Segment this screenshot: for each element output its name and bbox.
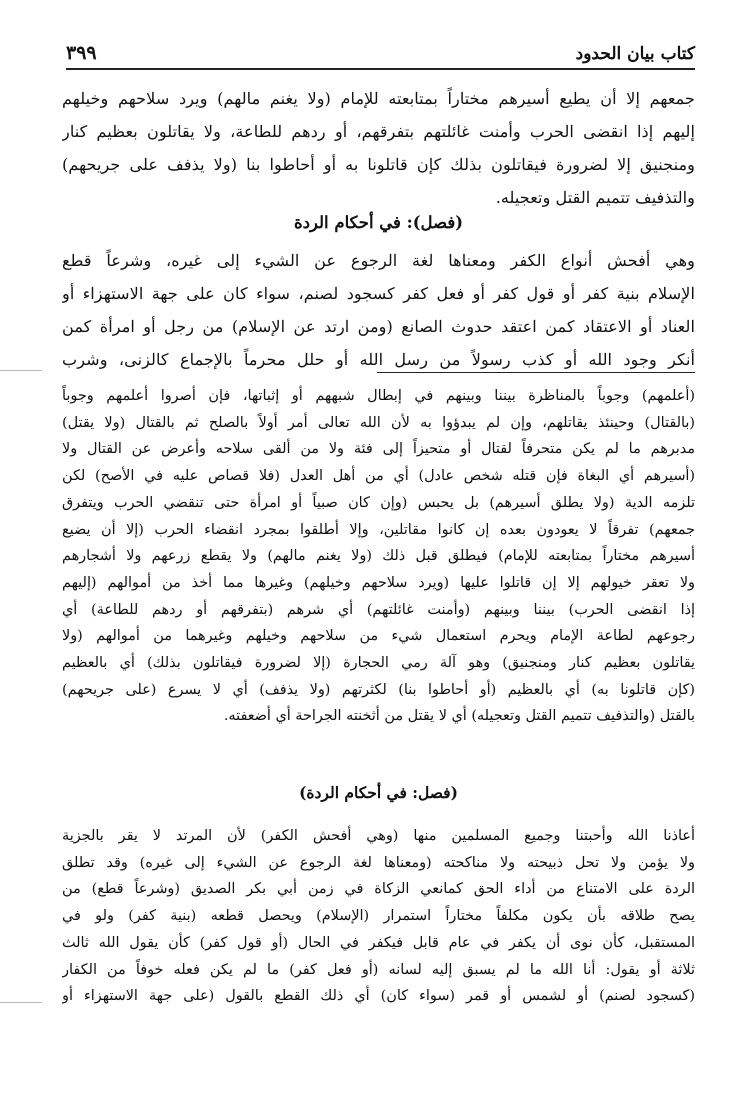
text-line: جمعهم) تفرقاً لا يعودون بعده إن كانوا مقاتلين، وإلا أطلقوا بمجرد انقضاء الحرب (إلا أن يضيع [62, 521, 695, 538]
text-line: (بالقتال) وحينئذ يقاتلهم، وإن لم يبدؤوا به لأن الله تعالى أمر أولاً بالصلح ثم بالقتال (ولا يقتل) [62, 414, 695, 431]
running-title: كتاب بيان الحدود [575, 44, 695, 64]
text-line: والتذفيف تتميم القتل وتعجيله. [495, 188, 695, 207]
text-line: ولا تعقر خيولهم إلا إن قاتلوا عليها (ويرد سلاحهم وخيلهم) وغيرها مما أخذ من أموالهم (إليهم [62, 574, 695, 591]
text-line: ومنجنيق إلا لضرورة فيقاتلون بذلك كإن قاتلونا به أو أحاطوا بنا (ولا يذفف على جريحهم) [62, 155, 695, 174]
margin-mark [0, 370, 42, 371]
text-line: جمعهم إلا أن يطيع أسيرهم مختاراً بمتابعته للإمام (ولا يغنم مالهم) ويرد سلاحهم وخيلهم [62, 89, 695, 108]
commentary-text-top [62, 383, 695, 730]
main-text-riddah [62, 244, 695, 376]
text-line: بالقتل (والتذفيف تتميم القتل وتعجيله) أي لا يقتل من أثخنته الجراحة أي أضعفته. [223, 708, 695, 725]
text-line: (كسجود لصنم) أو لشمس أو قمر (سواء كان) أي ذلك القطع بالقول (على جهة الاستهزاء أو [62, 988, 695, 1005]
text-line: ثلاثة أو يقول: أنا الله ما لم يسبق إليه لسانه (أو فعل كفر) ما لم يكن فعله خوفاً من الكفار [62, 961, 695, 978]
text-line: رجوعهم لطاعة الإمام ويحرم استعمال شيء من سلاحهم وخيلهم وغيرهما من أموالهم (ولا [62, 628, 695, 645]
page-number: ٣٩٩ [66, 42, 97, 64]
margin-mark [0, 1002, 42, 1003]
text-line: إذا انقضى الحرب) بيننا وبينهم (وأمنت غائلتهم) أي شرهم (بتفرقهم أو ردهم للطاعة) أي [62, 601, 695, 618]
commentary-text-riddah [62, 823, 695, 1010]
footnote-separator [377, 372, 695, 373]
text-line: إليهم إذا انقضى الحرب وأمنت غائلتهم بتفرقهم، أو ردهم للطاعة، ولا يقاتلون بعظيم كنار [62, 122, 695, 141]
main-text-top [62, 82, 695, 214]
text-line: المستقبل، كأن نوى أن يكفر في عام قابل فيكفر في الحال (أو قول كفر) كأن يقول الله ثالث [62, 934, 695, 951]
text-line: ولا يؤمن ولا تحل ذبيحته ولا مناكحته (ومعناها لغة الرجوع عن الشيء إلى غيره) وقد تطلق [62, 854, 695, 871]
text-line: الردة على الامتناع من أداء الحق كمانعي الزكاة في زمن أبي بكر الصديق (وشرعاً قطع) من [62, 881, 695, 898]
text-line: أسيرهم مختاراً بمتابعته للإمام) فيطلق قبل ذلك (ولا يغنم مالهم) ولا يقطع زرعهم ولا أشجارهم [62, 548, 695, 565]
section-heading-riddah: (فصل): في أحكام الردة [293, 213, 464, 232]
text-line: (كإن قاتلونا به) أي بالعظيم (أو أحاطوا بنا) لكثرتهم (ولا يذفف) أي لا يسرع (على جريحهم) [62, 681, 695, 698]
text-line: يصح طلاقه بأن يكون مكلفاً مختاراً استمرار (الإسلام) ويحصل قطعه (بنية كفر) ولو في [62, 908, 695, 925]
page-header [66, 34, 695, 70]
text-line: وهي أفحش أنواع الكفر ومعناها لغة الرجوع عن الشيء إلى غيره، وشرعاً قطع [62, 251, 695, 270]
text-line: مدبرهم ما لم يكن متحرفاً لقتال أو متحيزاً إلى فئة ولا من ألقى سلاحه وأعرض عن القتال ولا [62, 441, 695, 458]
text-line: الإسلام بنية كفر أو قول كفر أو فعل كفر كسجود لصنم، سواء كان على جهة الاستهزاء أو [62, 284, 695, 303]
text-line: تلزمه الدية (ولا يطلق أسيرهم) بل يحبس (وإن كان صبياً أو امرأة حتى تنقضي الحرب ويتفرق [62, 494, 695, 511]
text-line: (أعلمهم) وجوباً بالمناظرة بيننا وبينهم في إبطال شبههم أو إثباتها، فإن أصروا أعلمهم وجوباً [62, 388, 695, 404]
text-line: (أسيرهم أي البغاة فإن قتله شخص عادل) أي من أهل العدل (فلا قصاص عليه في الأصح) لكن [62, 468, 695, 485]
text-line: أنكر وجود الله أو كذب رسولاً من رسل الله أو حلل محرماً بالإجماع كالزنى، وشرب [62, 350, 695, 369]
text-line: العناد أو الاعتقاد كمن اعتقد حدوث الصانع (ومن ارتد عن الإسلام) من رجل أو امرأة كمن [62, 317, 695, 336]
text-line: يقاتلون بعظيم كنار ومنجنيق) وهو آلة رمي الحجارة (إلا لضرورة فيقاتلون بذلك) أي بالعظيم [62, 655, 695, 672]
section-heading-riddah-commentary: (فصل: في أحكام الردة) [299, 783, 458, 802]
text-line: أعاذنا الله وأحبتنا وجميع المسلمين منها (وهي أفحش الكفر) لأن المرتد لا يقر بالجزية [62, 828, 695, 844]
